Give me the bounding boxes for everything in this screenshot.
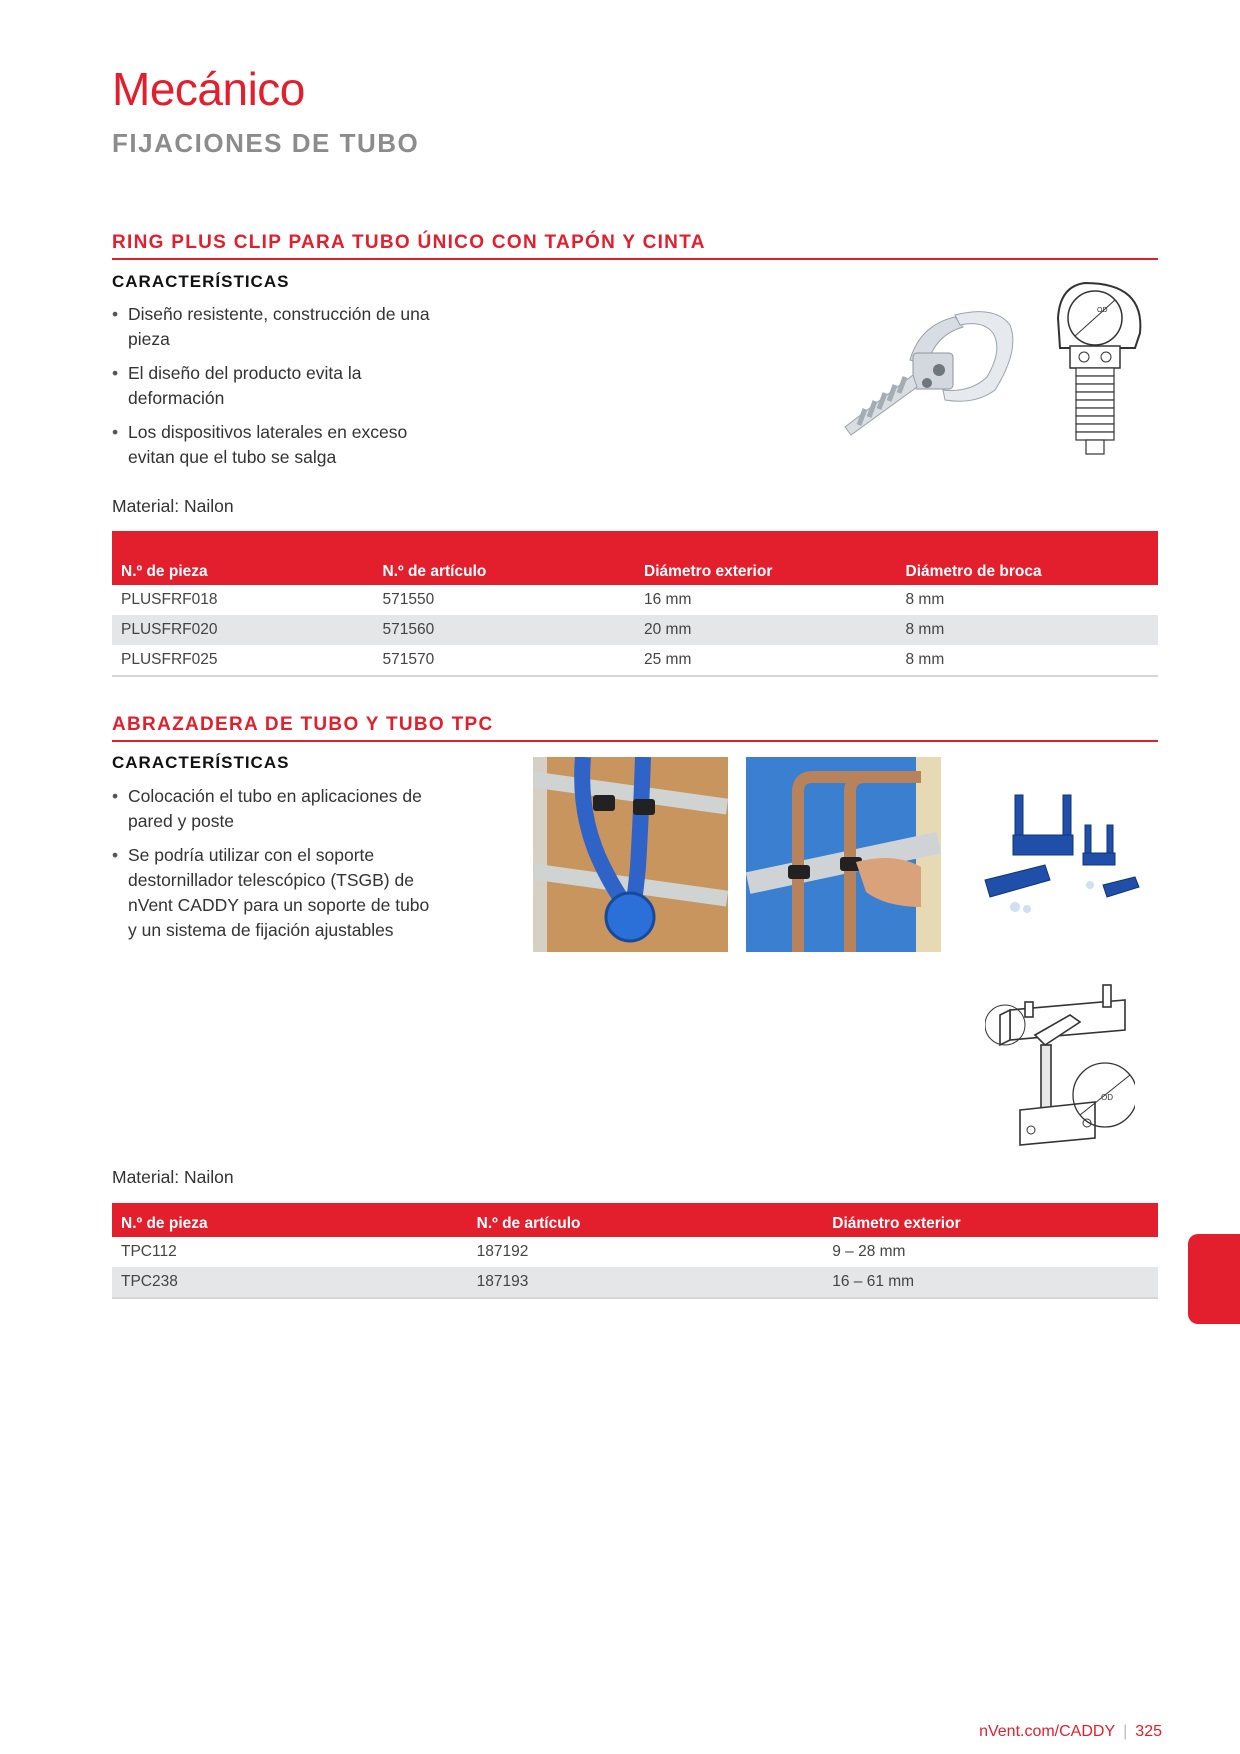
table-row — [112, 1237, 1158, 1267]
spec-table-ring-plus — [112, 531, 1158, 677]
feature-item: • Diseño resistente, construcción de una pieza — [112, 302, 432, 352]
col-header: N.º de pieza — [112, 1203, 468, 1237]
feature-item: • Colocación el tubo en aplicaciones de pared y poste — [112, 784, 432, 834]
col-header: Diámetro exterior — [823, 1203, 1158, 1237]
table-cell: 20 mm — [635, 615, 897, 645]
table-row — [112, 645, 1158, 676]
table-cell: 571570 — [374, 645, 636, 676]
features-label: CARACTERÍSTICAS — [112, 272, 290, 291]
installation-photo-copper-pipes — [746, 757, 941, 952]
col-header: N.º de artículo — [468, 1203, 824, 1237]
tpc-clamp-product-image — [975, 785, 1150, 920]
table-cell: PLUSFRF020 — [112, 615, 374, 645]
installation-photo-conduit — [533, 757, 728, 952]
tpc-clamp-technical-drawing — [985, 980, 1135, 1155]
col-header: N.º de pieza — [112, 531, 374, 585]
table-cell: PLUSFRF025 — [112, 645, 374, 676]
feature-item: • Se podría utilizar con el soporte destornillador telescópico (TSGB) de nVent CADDY para un soporte de tubo y un sistema de fijación ajustables — [112, 843, 432, 943]
table-cell: PLUSFRF018 — [121, 591, 218, 608]
table-cell: 9 – 28 mm — [832, 1243, 906, 1260]
page-subtitle: FIJACIONES DE TUBO — [112, 128, 420, 158]
table-cell: 571560 — [374, 615, 636, 645]
table-cell: 16 mm — [644, 591, 692, 608]
ring-clip-technical-drawing — [1040, 278, 1150, 468]
material-note: Material: Nailon — [112, 1167, 234, 1187]
page-number: 325 — [1135, 1723, 1162, 1740]
table-cell: 8 mm — [897, 615, 1159, 645]
spec-table-tpc — [112, 1203, 1158, 1299]
table-cell: TPC112 — [121, 1243, 177, 1260]
table-cell: TPC238 — [112, 1267, 468, 1298]
chapter-tab-marker — [1188, 1234, 1240, 1324]
section-heading-ring-plus: RING PLUS CLIP PARA TUBO ÚNICO CON TAPÓN Y CINTA — [112, 232, 1158, 260]
table-cell: 571550 — [382, 591, 435, 608]
table-cell: 16 – 61 mm — [823, 1267, 1158, 1298]
feature-item: • Los dispositivos laterales en exceso evitan que el tubo se salga — [112, 420, 432, 470]
feature-item: • El diseño del producto evita la deformación — [112, 361, 432, 411]
col-header: Diámetro de broca — [897, 531, 1159, 585]
table-row — [112, 585, 1158, 615]
page-footer: nVent.com/CADDY | 325 — [979, 1723, 1162, 1740]
od-label: OD — [1097, 307, 1108, 314]
table-cell: 8 mm — [897, 645, 1159, 676]
table-cell: 8 mm — [905, 591, 945, 608]
table-cell: 187192 — [476, 1243, 529, 1260]
feature-list — [112, 302, 432, 479]
od-label: OD — [1101, 1093, 1113, 1102]
table-row — [112, 1267, 1158, 1298]
footer-site-link[interactable]: nVent.com/CADDY — [979, 1723, 1116, 1740]
ring-clip-product-image — [835, 305, 1035, 445]
material-note: Material: Nailon — [112, 496, 234, 516]
feature-list — [112, 784, 432, 952]
table-cell: 25 mm — [635, 645, 897, 676]
page-title: Mecánico — [112, 63, 305, 115]
table-row — [112, 615, 1158, 645]
features-label: CARACTERÍSTICAS — [112, 753, 290, 772]
col-header: N.º de artículo — [374, 531, 636, 585]
table-cell: 187193 — [468, 1267, 824, 1298]
section-heading-tpc: ABRAZADERA DE TUBO Y TUBO TPC — [112, 714, 1158, 742]
col-header: Diámetro exterior — [635, 531, 897, 585]
